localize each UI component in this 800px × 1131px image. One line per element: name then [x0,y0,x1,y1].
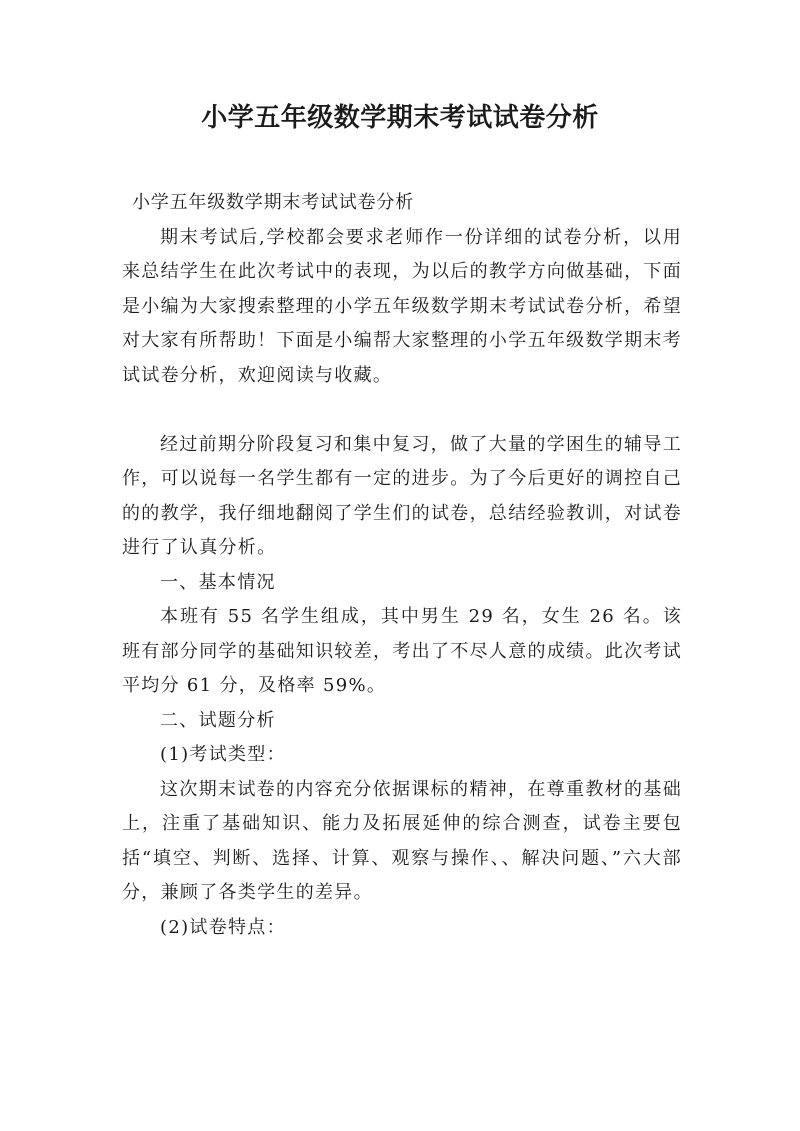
subheading-paper-features: (2)试卷特点： [160,916,286,938]
section-heading-basic-info: 一、基本情况 [160,571,276,593]
document-title: 小学五年级数学期末考试试卷分析 [201,103,599,133]
intro-paragraph: 期末考试后,学校都会要求老师作一份详细的试卷分析，以用来总结学生在此次考试中的表现，为以后的教学方向做基础，下面是小编为大家搜索整理的小学五年级数学期末考试试卷分析，希望对大家有所帮助！下面是小编帮大家整理的小学五年级数学期末考试试卷分析，欢迎阅读与收藏。 [122,226,682,386]
exam-type-paragraph: 这次期末试卷的内容充分依据课标的精神，在尊重教材的基础上，注重了基础知识、能力及拓展延伸的综合测查，试卷主要包括“填空、判断、选择、计算、观察与操作、、解决问题、”六大部分，兼顾了各类学生的差异。 [122,778,682,903]
section-heading-question-analysis: 二、试题分析 [160,709,276,731]
class-stats-paragraph: 本班有 55 名学生组成，其中男生 29 名，女生 26 名。该班有部分同学的基础知识较差，考出了不尽人意的成绩。此次考试平均分 61 分，及格率 59%。 [122,606,682,696]
review-paragraph: 经过前期分阶段复习和集中复习，做了大量的学困生的辅导工作，可以说每一名学生都有一定的进步。为了今后更好的调控自己的的教学，我仔细地翻阅了学生们的试卷，总结经验教训，对试卷进行了认真分析。 [122,433,682,558]
document-subtitle: 小学五年级数学期末考试试卷分析 [132,192,414,213]
subheading-exam-type: (1)考试类型： [160,744,286,765]
document-body [122,186,682,945]
